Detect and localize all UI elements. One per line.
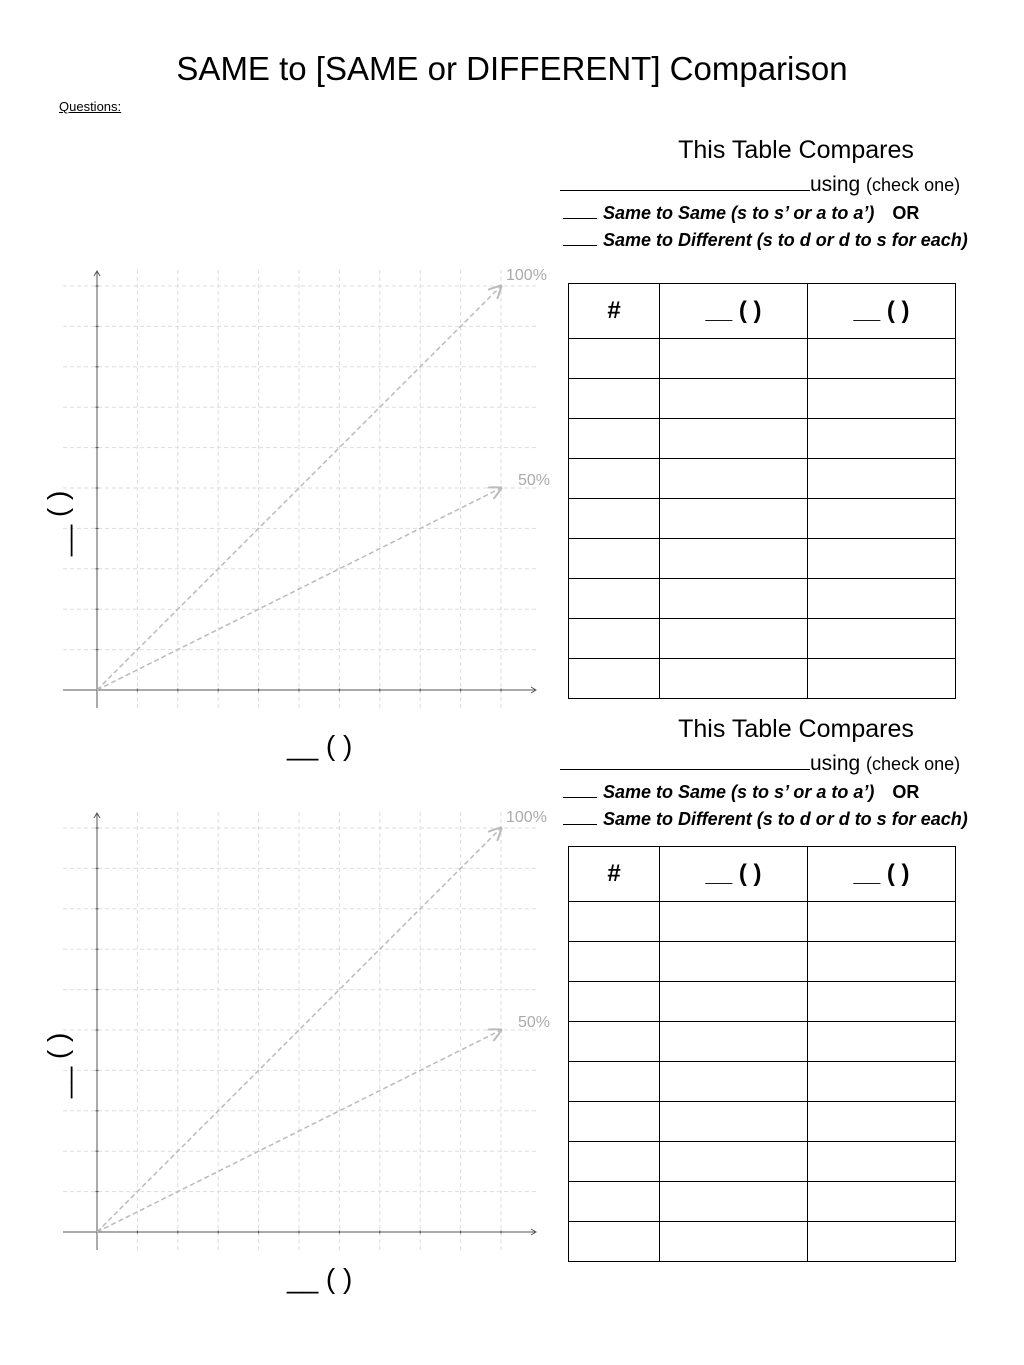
header-col-3: __ ( ) <box>808 284 956 339</box>
table-cell[interactable] <box>808 1182 956 1222</box>
x-axis-label: __ ( ) <box>287 730 353 761</box>
compare-title: This Table Compares <box>678 136 914 164</box>
table-row <box>569 902 956 942</box>
option-same-label: Same to Same (s to s’ or a to a’) <box>603 782 875 802</box>
header-col-2: __ ( ) <box>660 847 808 902</box>
table-cell[interactable] <box>569 419 660 459</box>
table-cell[interactable] <box>808 1222 956 1262</box>
table-row <box>569 1022 956 1062</box>
table-cell[interactable] <box>660 499 808 539</box>
table-row <box>569 1222 956 1262</box>
table-cell[interactable] <box>808 419 956 459</box>
table-cell[interactable] <box>569 619 660 659</box>
table-row <box>569 1062 956 1102</box>
line-label-100: 100% <box>506 809 547 826</box>
table-cell[interactable] <box>808 499 956 539</box>
y-axis-label: __ ( ) <box>42 490 73 556</box>
checkbox-same-blank[interactable] <box>563 204 597 219</box>
option-different-label: Same to Different (s to d or d to s for each) <box>603 809 968 829</box>
table-cell[interactable] <box>660 1022 808 1062</box>
table-cell[interactable] <box>660 659 808 699</box>
table-cell[interactable] <box>660 579 808 619</box>
line-label-50: 50% <box>518 1014 551 1031</box>
table-row <box>569 659 956 699</box>
table-cell[interactable] <box>660 1142 808 1182</box>
table-cell[interactable] <box>808 339 956 379</box>
table-cell[interactable] <box>569 1182 660 1222</box>
table-cell[interactable] <box>569 982 660 1022</box>
x-axis-label: __ ( ) <box>287 1263 353 1294</box>
table-cell[interactable] <box>808 579 956 619</box>
table-cell[interactable] <box>569 1102 660 1142</box>
table-cell[interactable] <box>569 1142 660 1182</box>
or-label: OR <box>892 203 920 223</box>
line-label-100: 100% <box>506 267 547 284</box>
table-row <box>569 379 956 419</box>
using-line <box>560 751 960 776</box>
header-col-3: __ ( ) <box>808 847 956 902</box>
table-cell[interactable] <box>660 539 808 579</box>
table-cell[interactable] <box>569 1222 660 1262</box>
table-cell[interactable] <box>660 619 808 659</box>
table-cell[interactable] <box>660 339 808 379</box>
table-row <box>569 942 956 982</box>
checkbox-different-blank[interactable] <box>563 231 597 246</box>
table-cell[interactable] <box>808 1142 956 1182</box>
comparison-table <box>568 846 956 1262</box>
checkbox-same-blank[interactable] <box>563 783 597 798</box>
ratio-graph <box>55 268 555 718</box>
table-cell[interactable] <box>660 1062 808 1102</box>
using-line <box>560 172 960 197</box>
table-cell[interactable] <box>808 659 956 699</box>
table-cell[interactable] <box>808 1062 956 1102</box>
using-label: using <box>810 173 861 196</box>
option-same-to-same <box>563 782 919 803</box>
option-different-label: Same to Different (s to d or d to s for each) <box>603 230 968 250</box>
table-cell[interactable] <box>569 459 660 499</box>
table-cell[interactable] <box>569 902 660 942</box>
table-cell[interactable] <box>808 459 956 499</box>
option-same-to-different <box>563 230 968 251</box>
table-cell[interactable] <box>660 1102 808 1142</box>
checkbox-different-blank[interactable] <box>563 810 597 825</box>
option-same-to-different <box>563 809 968 830</box>
table-row <box>569 1182 956 1222</box>
table-cell[interactable] <box>660 1222 808 1262</box>
table-cell[interactable] <box>660 459 808 499</box>
table-cell[interactable] <box>660 902 808 942</box>
questions-label: Questions: <box>59 99 122 114</box>
table-cell[interactable] <box>569 539 660 579</box>
option-same-label: Same to Same (s to s’ or a to a’) <box>603 203 875 223</box>
table-cell[interactable] <box>569 659 660 699</box>
table-row <box>569 419 956 459</box>
table-cell[interactable] <box>660 379 808 419</box>
using-blank[interactable] <box>560 751 810 770</box>
table-cell[interactable] <box>660 1182 808 1222</box>
table-row <box>569 1142 956 1182</box>
table-row <box>569 499 956 539</box>
table-row <box>569 982 956 1022</box>
table-cell[interactable] <box>808 1022 956 1062</box>
header-col-2: __ ( ) <box>660 284 808 339</box>
table-row <box>569 539 956 579</box>
y-axis-label: __ ( ) <box>42 1032 73 1098</box>
or-label: OR <box>892 782 920 802</box>
table-cell[interactable] <box>569 379 660 419</box>
table-cell[interactable] <box>660 982 808 1022</box>
header-number: # <box>569 847 660 902</box>
option-same-to-same <box>563 203 919 224</box>
table-cell[interactable] <box>808 902 956 942</box>
table-cell[interactable] <box>808 539 956 579</box>
table-cell[interactable] <box>808 619 956 659</box>
line-label-50: 50% <box>518 472 551 489</box>
compare-title: This Table Compares <box>678 715 914 743</box>
table-cell[interactable] <box>569 1062 660 1102</box>
table-cell[interactable] <box>569 942 660 982</box>
using-blank[interactable] <box>560 172 810 191</box>
table-cell[interactable] <box>808 942 956 982</box>
table-row <box>569 339 956 379</box>
page-title: SAME to [SAME or DIFFERENT] Comparison <box>176 50 848 87</box>
using-label: using <box>810 752 861 775</box>
table-cell[interactable] <box>808 379 956 419</box>
table-cell[interactable] <box>660 419 808 459</box>
ratio-graph <box>55 810 555 1260</box>
comparison-table <box>568 283 956 699</box>
table-row <box>569 579 956 619</box>
table-row <box>569 1102 956 1142</box>
table-cell[interactable] <box>660 942 808 982</box>
check-one-label: (check one) <box>866 754 961 774</box>
table-cell[interactable] <box>808 982 956 1022</box>
table-row <box>569 619 956 659</box>
table-row <box>569 459 956 499</box>
table-cell[interactable] <box>808 1102 956 1142</box>
table-cell[interactable] <box>569 1022 660 1062</box>
table-cell[interactable] <box>569 339 660 379</box>
header-number: # <box>569 284 660 339</box>
table-cell[interactable] <box>569 579 660 619</box>
table-cell[interactable] <box>569 499 660 539</box>
check-one-label: (check one) <box>866 175 961 195</box>
